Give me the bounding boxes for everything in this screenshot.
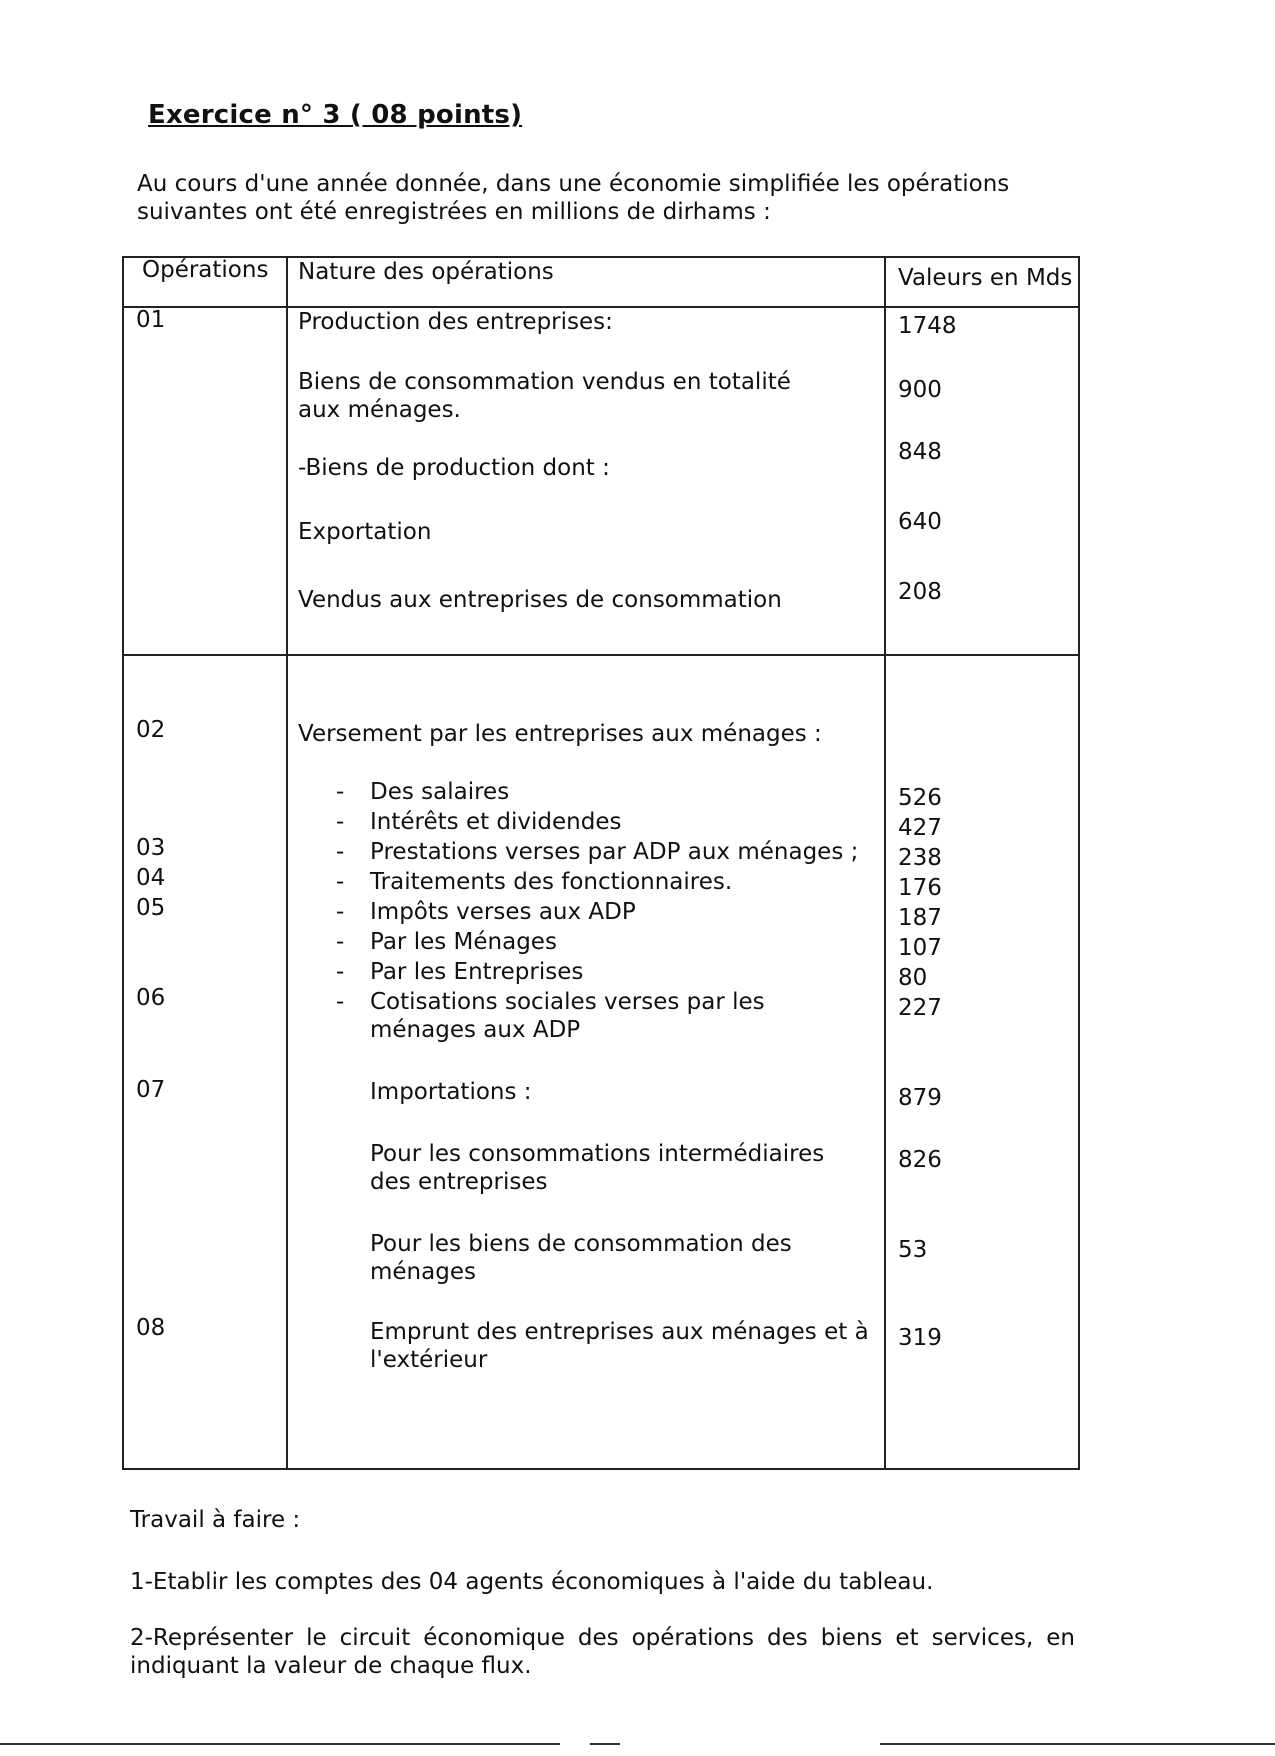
header-values: Valeurs en Mds — [898, 265, 1073, 291]
row-production-goods-label: -Biens de production dont : — [298, 455, 610, 481]
bullet-cotisations-value: 227 — [898, 995, 942, 1021]
operations-table — [122, 256, 1080, 1470]
row-production-value: 1748 — [898, 313, 957, 339]
task-2: 2-Représenter le circuit économique des opérations des biens et services, en indiquant la valeur de chaque flux. — [130, 1625, 1075, 1679]
header-nature: Nature des opérations — [298, 259, 554, 285]
row-emprunt-value: 319 — [898, 1325, 942, 1351]
bullet-impots-label: Impôts verses aux ADP — [370, 899, 636, 925]
bullet-dash-impots: - — [336, 899, 345, 925]
bullet-traitements-value: 176 — [898, 875, 942, 901]
task-1: 1-Etablir les comptes des 04 agents économiques à l'aide du tableau. — [130, 1569, 934, 1595]
row-production-goods-value: 848 — [898, 439, 942, 465]
header-operations: Opérations — [142, 257, 269, 283]
footer-rule-left — [0, 1743, 560, 1745]
bullet-interets-label: Intérêts et dividendes — [370, 809, 622, 835]
footer-rule-right — [880, 1743, 1275, 1745]
row-ci-value: 826 — [898, 1147, 942, 1173]
bullet-dash-interets: - — [336, 809, 345, 835]
row-emprunt-label: Emprunt des entreprises aux ménages et à l'extérieur — [370, 1319, 869, 1373]
bullet-salaires-label: Des salaires — [370, 779, 510, 805]
op-code-03: 03 — [136, 835, 166, 861]
table-border-bottom — [122, 1468, 1080, 1470]
bullet-dash-cotisations: - — [336, 989, 345, 1015]
footer-rule-middle — [590, 1743, 620, 1745]
op-code-04: 04 — [136, 865, 166, 891]
bullet-entreprises-value: 80 — [898, 965, 928, 991]
row-exportation-label: Exportation — [298, 519, 432, 545]
row-production-label: Production des entreprises: — [298, 309, 613, 335]
intro-paragraph: Au cours d'une année donnée, dans une économie simplifiée les opérations suivantes ont été enregistrées en millions de dirhams : — [137, 171, 1010, 225]
row-importations-value: 879 — [898, 1085, 942, 1111]
bullet-dash-menages: - — [336, 929, 345, 955]
op-code-08: 08 — [136, 1315, 166, 1341]
row-sold-to-firms-label: Vendus aux entreprises de consommation — [298, 587, 782, 613]
bullet-dash-salaires: - — [336, 779, 345, 805]
bullet-dash-prestations: - — [336, 839, 345, 865]
column-divider-1 — [286, 256, 288, 1470]
bullet-salaires-value: 526 — [898, 785, 942, 811]
op-code-01: 01 — [136, 307, 166, 333]
bullet-prestations-value: 238 — [898, 845, 942, 871]
row-consumer-goods-label: Biens de consommation vendus en totalité aux ménages. — [298, 369, 791, 423]
column-divider-2 — [884, 256, 886, 1470]
row-consumer-goods-value: 900 — [898, 377, 942, 403]
bullet-prestations-label: Prestations verses par ADP aux ménages ; — [370, 839, 859, 865]
bullet-interets-value: 427 — [898, 815, 942, 841]
row-exportation-value: 640 — [898, 509, 942, 535]
row-bc-label: Pour les biens de consommation des ménages — [370, 1231, 792, 1285]
bullet-impots-value: 187 — [898, 905, 942, 931]
op-code-06: 06 — [136, 985, 166, 1011]
bullet-menages-label: Par les Ménages — [370, 929, 557, 955]
op-code-05: 05 — [136, 895, 166, 921]
table-border-left — [122, 256, 124, 1470]
bullet-traitements-label: Traitements des fonctionnaires. — [370, 869, 733, 895]
bullet-cotisations-label: Cotisations sociales verses par les ménages aux ADP — [370, 989, 765, 1043]
bullet-entreprises-label: Par les Entreprises — [370, 959, 584, 985]
row-importations-label: Importations : — [370, 1079, 532, 1105]
row-bc-value: 53 — [898, 1237, 928, 1263]
row-payments-heading: Versement par les entreprises aux ménages : — [298, 721, 822, 747]
op-code-07: 07 — [136, 1077, 166, 1103]
bullet-dash-entreprises: - — [336, 959, 345, 985]
bullet-menages-value: 107 — [898, 935, 942, 961]
tasks-heading: Travail à faire : — [130, 1507, 301, 1533]
row-ci-label: Pour les consommations intermédiaires des entreprises — [370, 1141, 825, 1195]
bullet-dash-traitements: - — [336, 869, 345, 895]
op-code-02: 02 — [136, 717, 166, 743]
table-border-right — [1078, 256, 1080, 1470]
section-divider — [122, 654, 1080, 656]
exercise-title: Exercice n° 3 ( 08 points) — [148, 100, 523, 130]
row-sold-to-firms-value: 208 — [898, 579, 942, 605]
